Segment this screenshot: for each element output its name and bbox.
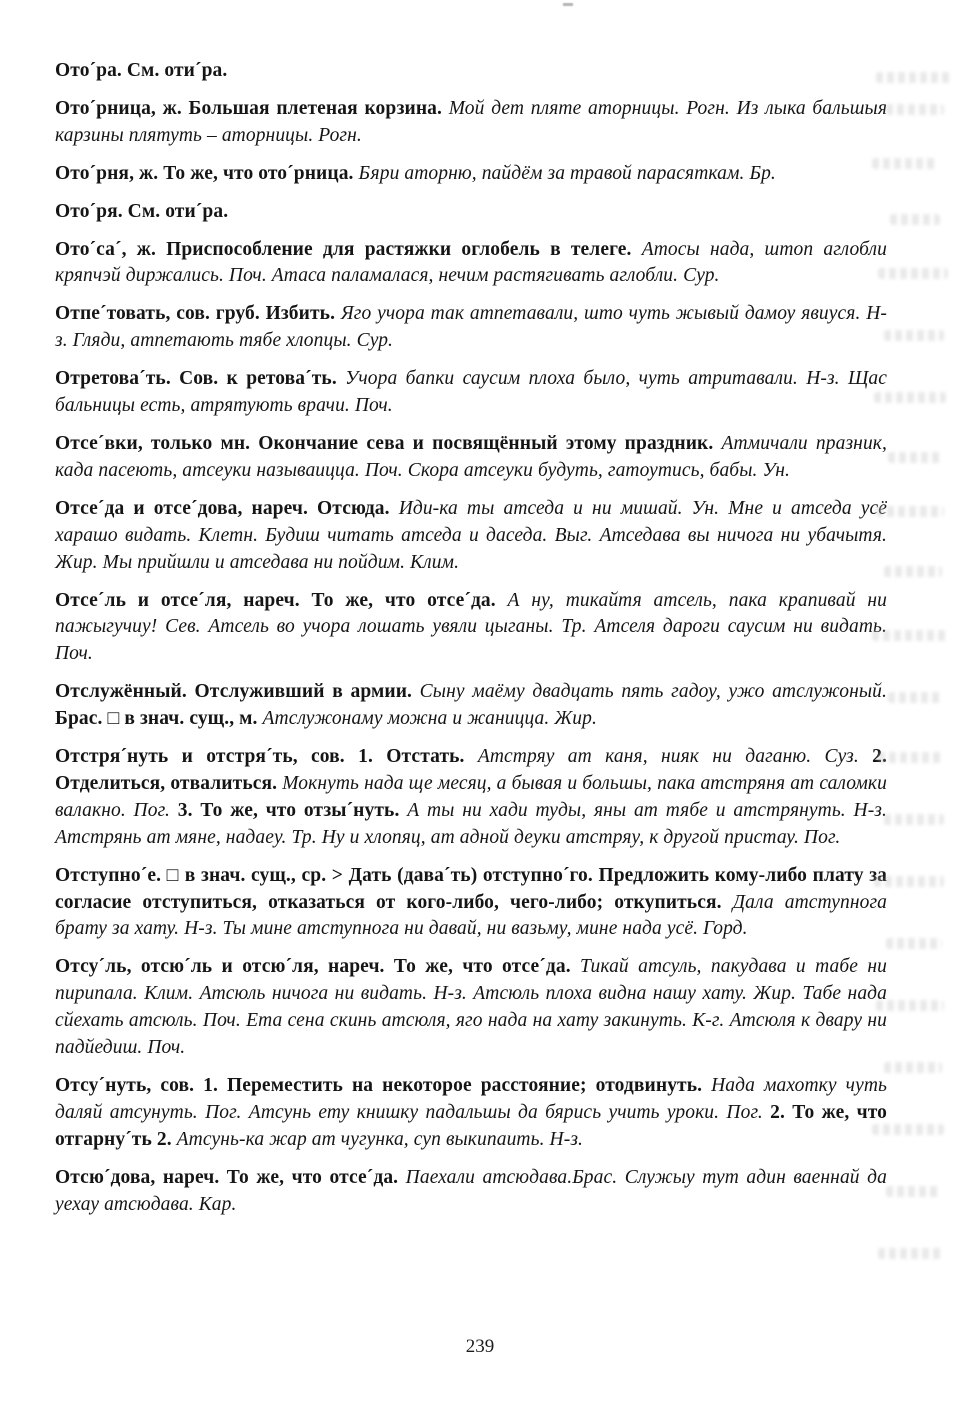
entry-example-quote: А ну, тикайтя атсель, пака крапивай ни пажыгучиу! Сев. Атсель во учора лошать увяли цыганы. Тр. Атселя дароги саусим ни видать. Поч. (55, 589, 887, 665)
dictionary-entry (55, 58, 887, 85)
entry-headword-definition: Ото´са´, ж. Приспособление для растяжки оглобель в телеге. (55, 238, 642, 260)
entry-headword-definition: Отсу´нуть, сов. 1. Переместить на некоторое расстояние; отодвинуть. (55, 1075, 712, 1096)
entry-headword-definition: Отсу´ль, отсю´ль и отсю´ля, нареч. То же, что отсе´да. (55, 956, 580, 978)
dictionary-entry (55, 744, 887, 852)
entry-headword-definition: Отсе´да и отсе´дова, нареч. Отсюда. (55, 497, 399, 519)
dictionary-entry (55, 301, 887, 355)
page-number: 239 (465, 1336, 495, 1357)
entry-headword-definition: Ото´рница, ж. Большая плетеная корзина. (55, 97, 449, 119)
entry-example-quote: Сыну маёму двадцать пять гадоу, ужо атслужоный. (419, 681, 887, 703)
entry-headword-definition: Отстря´нуть и отстря´ть, сов. 1. Отстать. (55, 746, 478, 768)
dictionary-entry (55, 863, 887, 944)
entry-headword-definition: Ото´ря. См. оти´ра. (55, 200, 229, 222)
dictionary-entry (55, 199, 887, 226)
dictionary-entry (55, 954, 887, 1062)
dictionary-entry (55, 96, 887, 150)
entry-example-quote: Атстряу ат каня, нияк ни даганю. Суз. (477, 746, 873, 768)
dictionary-entry (55, 366, 887, 420)
entry-example-quote: Иди-ка ты атседа и ни мишай. Ун. Мне и атседа усё харашо видать. Клетн. Будиш читать атседа и даседа. Выг. Атседава вы ничога ни убачытя. Жир. Мы прийшли и атседава ни пойдим. Клим. (55, 497, 887, 573)
entry-headword-definition: 2. Отделиться, отвалиться. (55, 746, 887, 794)
entry-headword-definition: Отпе´товать, сов. груб. Избить. (55, 303, 341, 325)
entry-example-quote: Нада махотку чуть даляй атсунуть. Пог. Атсунь ету книшку падальшы да бярись учить уроки. Пог. (55, 1075, 887, 1123)
entry-example-quote: Учора бапки саусим плоха было, чуть атритавали. Н-з. Щас бальницы есть, атрятують врачи. Поч. (55, 368, 888, 417)
dictionary-entry (55, 1165, 887, 1219)
entry-example-quote: Мокнуть нада ще месяц, а бывая и большы, пака атстряня ат саломки валакно. Пог. (55, 772, 887, 821)
dictionary-entry (55, 237, 887, 291)
entry-headword-definition: Отступно´е. □ в знач. сущ., ср. > Дать (дава´ть) отступно´го. Предложить кому-либо плату за согласие отступиться, отказаться от кого-либо, чего-либо; откупиться. (55, 864, 887, 913)
entry-headword-definition: Отсе´вки, только мн. Окончание сева и посвящённый этому праздник. (55, 432, 722, 454)
entry-example-quote: Яго учора так атпетавали, што чуть жывый дамоу явиуся. Н-з. Гляди, атпетають тябе хлопцы. Сур. (55, 303, 887, 352)
entry-headword-definition: 3. То же, что отзы´нуть. (177, 799, 408, 821)
entry-example-quote: Атосы нада, штоп аглобли кряпчэй диржались. Поч. Атаса паламалася, нечим растягивать аглобли. Сур. (55, 238, 887, 287)
dictionary-entry (55, 588, 887, 669)
entry-example-quote: Паехали атсюдава.Брас. Служыу тут адин ваеннай да уехау атсюдава. Кар. (55, 1166, 887, 1215)
entry-example-quote: Атмичали празник, када пасеють, атсеуки называицца. Поч. Скора атсеуки будуть, гатоутись, бабы. Ун. (55, 432, 887, 481)
entry-example-quote: Мой дет пляте аторницы. Рогн. Из лыка бальшыя карзины плятуть – аторницы. Рогн. (55, 97, 887, 146)
entry-example-quote: Атсунь-ка жар ат чугунка, суп выкипаить. Н-з. (176, 1128, 583, 1150)
entry-headword-definition: Ото´ра. См. оти´ра. (55, 60, 228, 81)
dictionary-entry (55, 496, 887, 577)
dictionary-entry (55, 679, 887, 733)
dictionary-entry (55, 1073, 887, 1154)
entry-headword-definition: Отретова´ть. Сов. к ретова´ть. (55, 368, 346, 390)
dictionary-entries (55, 58, 887, 1230)
entry-example-quote: А ты ни хади туды, яны ат тябе и атстрянуть. Н-з. Атстрянь ат мяне, надаеу. Тр. Ну и хлопяц, ат адной деуки атстряу, к другой пристау. Пог. (55, 799, 887, 848)
page-footer (0, 1336, 960, 1358)
entry-example-quote: Бяри аторню, пайдём за травой парасяткам. Бр. (358, 162, 776, 184)
entry-example-quote: Тикай атсуль, пакудава и табе ни пирипала. Клим. Атсюль ничога ни видать. Н-з. Атсюль плоха видна нашу хату. Жир. Табе нада сйехать атсюль. Поч. Ета сена скинь атсюля, яго нада на хату закинуть. К-г. Атсюля к двару ни падйедиш. Поч. (55, 956, 887, 1059)
entry-headword-definition: Брас. □ в знач. сущ., м. (55, 708, 263, 730)
entry-example-quote: Дала атступнога брату за хату. Н-з. Ты мине атступнога ни давай, ни вазьму, мине нада усё. Горд. (55, 891, 888, 940)
entry-headword-definition: Отсю´дова, нареч. То же, что отсе´да. (55, 1166, 406, 1188)
entry-headword-definition: Ото´рня, ж. То же, что ото´рница. (55, 162, 359, 184)
dictionary-entry (55, 161, 887, 188)
scan-artifact (563, 3, 573, 6)
entry-headword-definition: Отсе´ль и отсе´ля, нареч. То же, что отсе´да. (55, 589, 508, 611)
entry-headword-definition: Отслужённый. Отслуживший в армии. (55, 681, 420, 703)
dictionary-entry (55, 431, 887, 485)
entry-example-quote: Атслужонаму можна и жаницца. Жир. (262, 708, 597, 730)
entry-headword-definition: 2. То же, что отгарну´ть 2. (55, 1101, 887, 1150)
